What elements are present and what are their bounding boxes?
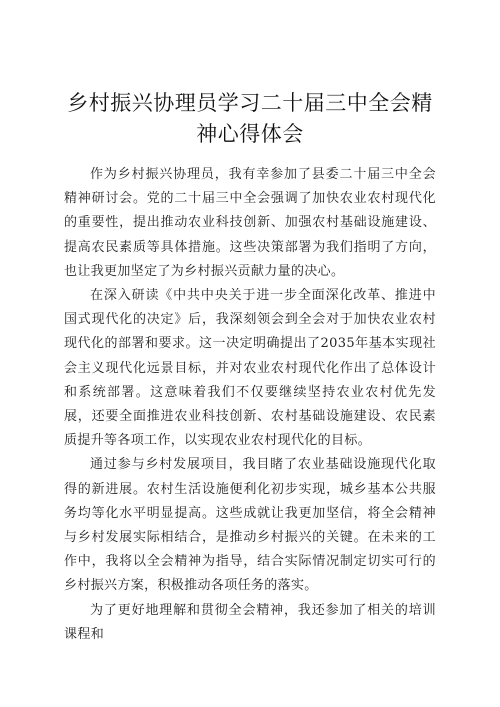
paragraph: 通过参与乡村发展项目，我目睹了农业基础设施现代化取得的新进展。农村生活设施便利化初步实现，城乡基本公共服务均等化水平明显提高。这些成就让我更加坚信，将全会精神与乡村发展实际相结合，是推动乡村振兴的关键。在未来的工作中，我将以全会精神为指导，结合实际情况制定切实可行的乡村振兴方案，积极推动各项任务的落实。 — [64, 457, 436, 594]
document-body — [64, 163, 436, 647]
paragraph: 为了更好地理解和贯彻全会精神，我还参加了相关的培训课程和 — [64, 602, 436, 642]
document-title: 乡村振兴协理员学习二十届三中全会精神心得体会 — [67, 91, 433, 146]
paragraph: 作为乡村振兴协理员，我有幸参加了县委二十届三中全会精神研讨会。党的二十届三中全会强调了加快农业农村现代化的重要性，提出推动农业科技创新、加强农村基础设施建设、提高农民素质等具体措施。这些决策部署为我们指明了方向，也让我更加坚定了为乡村振兴贡献力量的决心。 — [64, 167, 436, 279]
paragraph: 在深入研读《中共中央关于进一步全面深化改革、推进中国式现代化的决定》后，我深刻领会到全会对于加快农业农村现代化的部署和要求。这一决定明确提出了2035年基本实现社会主义现代化远景目标，并对农业农村现代化作出了总体设计和系统部署。这意味着我们不仅要继续坚持农业农村优先发展，还要全面推进农业科技创新、农村基础设施建设、农民素质提升等各项工作，以实现农业农村现代化的目标。 — [64, 288, 436, 449]
